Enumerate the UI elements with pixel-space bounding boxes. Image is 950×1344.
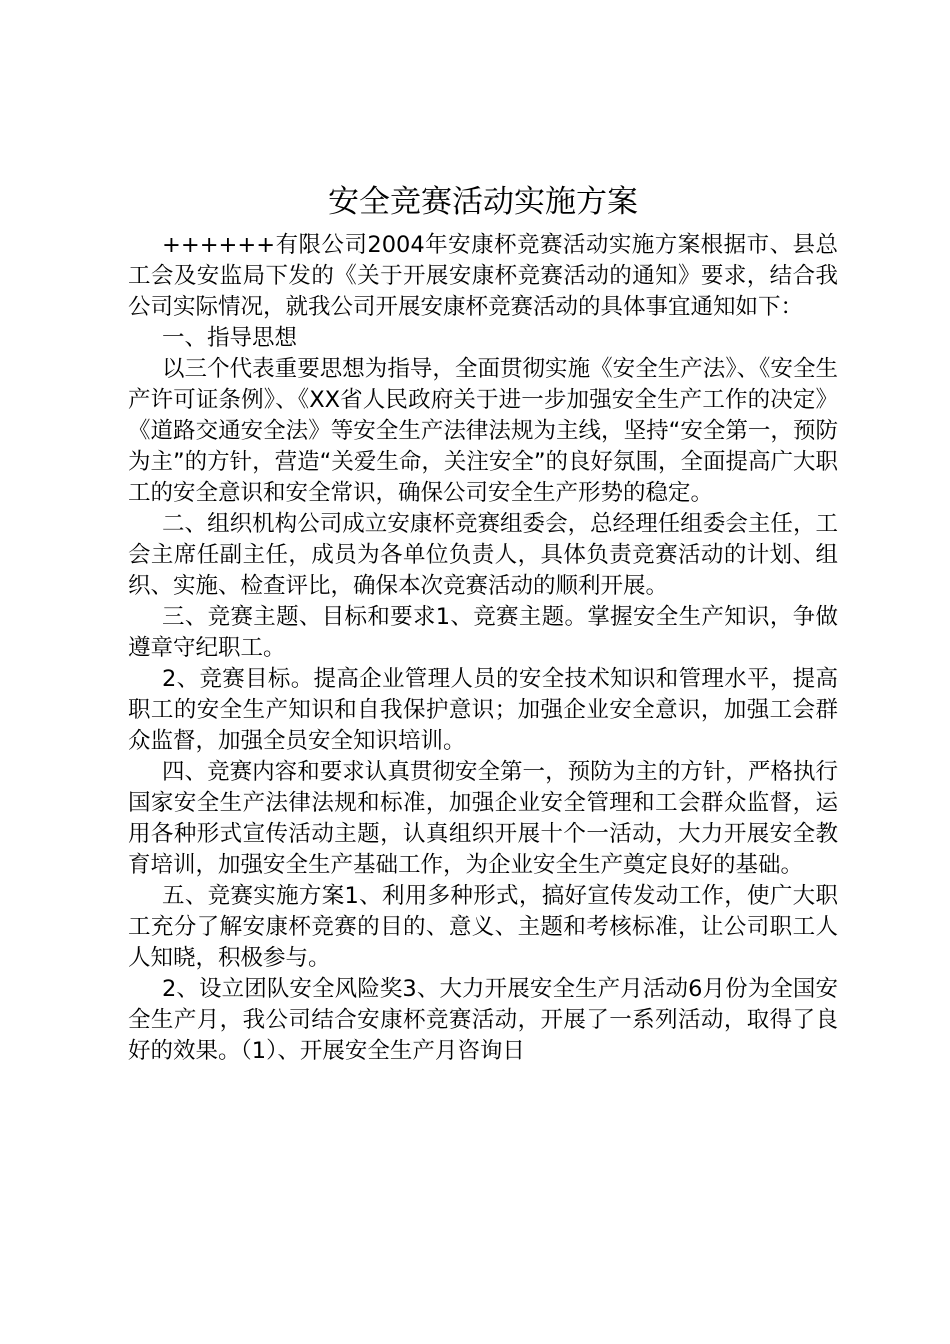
implementation-paragraph: 五、竞赛实施方案1、利用多种形式，搞好宣传发动工作，使广大职工充分了解安康杯竞赛的目的、意义、主题和考核标准，让公司职工人人知晓，积极参与。	[128, 883, 838, 971]
goal-paragraph: 2、竞赛目标。提高企业管理人员的安全技术知识和管理水平，提高职工的安全生产知识和自我保护意识；加强企业安全意识，加强工会群众监督，加强全员安全知识培训。	[128, 666, 838, 754]
content-requirements-paragraph: 四、竞赛内容和要求认真贯彻安全第一，预防为主的方针，严格执行国家安全生产法律法规和标准，加强企业安全管理和工会群众监督，运用各种形式宣传活动主题，认真组织开展十个一活动，大力开展安全教育培训，加强安全生产基础工作，为企业安全生产奠定良好的基础。	[128, 759, 838, 878]
safety-month-paragraph: 2、设立团队安全风险奖3、大力开展安全生产月活动6月份为全国安全生产月，我公司结合安康杯竞赛活动，开展了一系列活动，取得了良好的效果。（1）、开展安全生产月咨询日	[128, 976, 838, 1064]
document-title: 安全竞赛活动实施方案	[328, 184, 638, 220]
theme-paragraph: 三、竞赛主题、目标和要求1、竞赛主题。掌握安全生产知识，争做遵章守纪职工。	[128, 604, 838, 661]
organization-paragraph: 二、组织机构公司成立安康杯竞赛组委会，总经理任组委会主任，工会主席任副主任，成员为各单位负责人，具体负责竞赛活动的计划、组织、实施、检查评比，确保本次竞赛活动的顺利开展。	[128, 511, 838, 599]
section-heading-guiding-ideology: 一、指导思想	[162, 325, 298, 351]
document-page	[128, 180, 838, 1067]
document-body	[128, 230, 838, 1067]
intro-paragraph: ++++++有限公司2004年安康杯竞赛活动实施方案根据市、县总工会及安监局下发的《关于开展安康杯竞赛活动的通知》要求，结合我公司实际情况，就我公司开展安康杯竞赛活动的具体事宜通知如下：	[128, 232, 838, 320]
guiding-ideology-paragraph: 以三个代表重要思想为指导，全面贯彻实施《安全生产法》、《安全生产许可证条例》、《XX省人民政府关于进一步加强安全生产工作的决定》《道路交通安全法》等安全生产法律法规为主线，坚持“安全第一，预防为主”的方针，营造“关爱生命，关注安全”的良好氛围，全面提高广大职工的安全意识和安全常识，确保公司安全生产形势的稳定。	[128, 356, 838, 506]
